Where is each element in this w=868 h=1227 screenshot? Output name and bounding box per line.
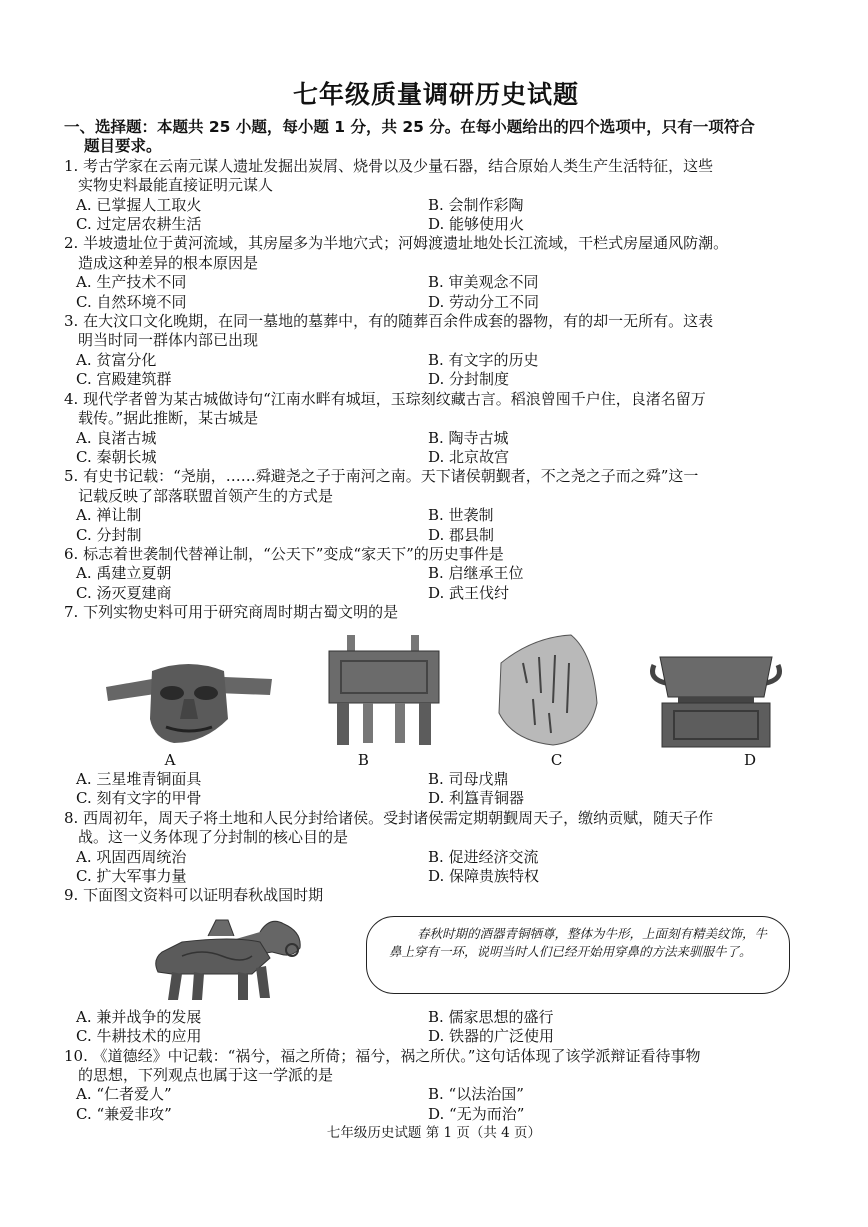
- question-stem: 10. 《道德经》中记载：“祸兮，福之所倚；福兮，祸之所伏。”这句话体现了该学派辩证看待事物: [64, 1046, 701, 1065]
- section-heading-line1: 一、选择题：本题共 25 小题，每小题 1 分，共 25 分。在每小题给出的四个选项中，只有一项符合: [64, 118, 755, 136]
- page-title: 七年级质量调研历史试题: [292, 80, 579, 109]
- bronze-ox-zun-image: [142, 912, 308, 1004]
- question-stem-cont: 明当时同一群体内部已出现: [78, 331, 259, 350]
- option-a: A. “仁者爱人”: [76, 1085, 172, 1104]
- option-c: C. 宫殿建筑群: [76, 370, 172, 389]
- figure-row: [104, 629, 784, 749]
- question-stem-cont: 战。这一义务体现了分封制的核心目的是: [78, 828, 349, 847]
- question-1: [64, 157, 808, 235]
- option-a: A. 生产技术不同: [76, 273, 187, 292]
- question-9: [64, 886, 808, 1046]
- option-a: A. 良渚古城: [76, 428, 157, 447]
- option-c: C. 刻有文字的甲骨: [76, 789, 202, 808]
- option-c: C. 自然环境不同: [76, 292, 187, 311]
- section-heading-line2: 题目要求。: [84, 137, 162, 156]
- question-4: [64, 390, 808, 468]
- option-b: B. 有文字的历史: [428, 350, 539, 369]
- option-c: C. 过定居农耕生活: [76, 215, 202, 234]
- option-a: A. 兼并战争的发展: [76, 1007, 202, 1026]
- option-b: B. 审美观念不同: [428, 273, 539, 292]
- figure-letter-b: B: [357, 750, 369, 769]
- section-heading: [64, 118, 808, 157]
- question-stem: 7. 下列实物史料可用于研究商周时期古蜀文明的是: [64, 603, 399, 622]
- option-a: A. 禹建立夏朝: [76, 564, 172, 583]
- option-c: C. 扩大军事力量: [76, 867, 187, 885]
- option-grid: [64, 1008, 808, 1047]
- question-stem: 1. 考古学家在云南元谋人遗址发掘出炭屑、烧骨以及少量石器，结合原始人类生产生活特征，这些: [64, 156, 714, 175]
- option-d: D. 铁器的广泛使用: [428, 1027, 555, 1046]
- question-6: [64, 545, 808, 603]
- bronze-mask-image: [104, 649, 274, 749]
- question-stem: 8. 西周初年，周天子将土地和人民分封给诸侯。受封诸侯需定期朝觐周天子，缴纳贡赋，随天子作: [64, 808, 714, 827]
- option-a: A. 贫富分化: [76, 350, 157, 369]
- option-grid: [64, 196, 808, 235]
- figure-letter-c: C: [550, 750, 563, 769]
- question-stem: 9. 下面图文资料可以证明春秋战国时期: [64, 886, 324, 905]
- page-footer: 七年级历史试题 第 1 页（共 4 页）: [326, 1125, 542, 1141]
- question-7: [64, 603, 808, 809]
- option-c: C. 汤灭夏建商: [76, 583, 172, 602]
- oracle-bone-image: [493, 633, 603, 749]
- option-grid: [64, 770, 808, 809]
- option-b: B. “以法治国”: [428, 1085, 524, 1104]
- question-stem: 4. 现代学者曾为某古城做诗句“江南水畔有城垣，玉琮刻纹藏古言。稻浪曾囤千户住，良渚名留万: [64, 389, 706, 408]
- question-5: [64, 467, 808, 545]
- option-grid: [64, 351, 808, 390]
- option-d: D. 郡县制: [428, 525, 495, 544]
- question-10: [64, 1047, 808, 1125]
- question-8: [64, 809, 808, 887]
- option-grid: [64, 564, 808, 603]
- figure-letters: [160, 751, 760, 770]
- option-grid: [64, 429, 808, 468]
- option-grid: [64, 848, 808, 887]
- question-stem: 6. 标志着世袭制代替禅让制，“公天下”变成“家天下”的历史事件是: [64, 544, 504, 563]
- option-d: D. 保障贵族特权: [428, 867, 540, 885]
- option-b: B. 儒家思想的盛行: [428, 1007, 554, 1026]
- q9-figure: [64, 910, 808, 1006]
- question-3: [64, 312, 808, 390]
- option-b: B. 司母戊鼎: [428, 769, 509, 788]
- option-d: D. 能够使用火: [428, 215, 525, 234]
- option-b: B. 启继承王位: [428, 564, 524, 583]
- simuwu-ding-image: [319, 633, 449, 749]
- option-b: B. 世袭制: [428, 506, 494, 525]
- speech-bubble: 春秋时期的酒器青铜牺尊，整体为牛形，上面刻有精美纹饰，牛鼻上穿有一环，说明当时人们已经开始用穿鼻的方法来驯服牛了。: [366, 916, 790, 994]
- question-stem: 2. 半坡遗址位于黄河流域，其房屋多为半地穴式；河姆渡遗址地处长江流域，干栏式房屋通风防潮。: [64, 234, 729, 253]
- option-grid: [64, 273, 808, 312]
- option-a: A. 禅让制: [76, 506, 142, 525]
- option-b: B. 会制作彩陶: [428, 195, 524, 214]
- question-stem: 5. 有史书记载：“尧崩，……舜避尧之子于南河之南。天下诸侯朝觐者，不之尧之子而之舜”这一: [64, 467, 699, 486]
- option-d: D. 劳动分工不同: [428, 292, 540, 311]
- option-a: A. 三星堆青铜面具: [76, 769, 202, 788]
- figure-letter-a: A: [164, 750, 176, 769]
- option-a: A. 已掌握人工取火: [76, 195, 202, 214]
- question-stem-cont: 记载反映了部落联盟首领产生的方式是: [78, 486, 334, 505]
- option-b: B. 促进经济交流: [428, 847, 539, 866]
- question-stem-cont: 的思想，下列观点也属于这一学派的是: [78, 1066, 334, 1085]
- option-d: D. 利簋青铜器: [428, 789, 525, 808]
- option-c: C. “兼爱非攻”: [76, 1104, 172, 1123]
- option-c: C. 牛耕技术的应用: [76, 1027, 202, 1046]
- question-stem-cont: 实物史料最能直接证明元谋人: [78, 176, 274, 195]
- option-grid: [64, 1085, 808, 1124]
- option-d: D. 武王伐纣: [428, 583, 510, 602]
- option-b: B. 陶寺古城: [428, 428, 509, 447]
- option-d: D. 分封制度: [428, 370, 510, 389]
- option-grid: [64, 506, 808, 545]
- option-c: C. 分封制: [76, 525, 142, 544]
- question-stem-cont: 载传。”据此推断，某古城是: [78, 409, 259, 428]
- option-d: D. 北京故宫: [428, 447, 510, 466]
- option-a: A. 巩固西周统治: [76, 847, 187, 866]
- li-gui-bronze-image: [648, 649, 784, 749]
- question-stem-cont: 造成这种差异的根本原因是: [78, 253, 259, 272]
- question-stem: 3. 在大汶口文化晚期，在同一墓地的墓葬中，有的随葬百余件成套的器物，有的却一无所有。这表: [64, 312, 714, 331]
- question-2: [64, 234, 808, 312]
- figure-letter-d: D: [743, 750, 756, 769]
- option-d: D. “无为而治”: [428, 1104, 525, 1123]
- option-c: C. 秦朝长城: [76, 447, 157, 466]
